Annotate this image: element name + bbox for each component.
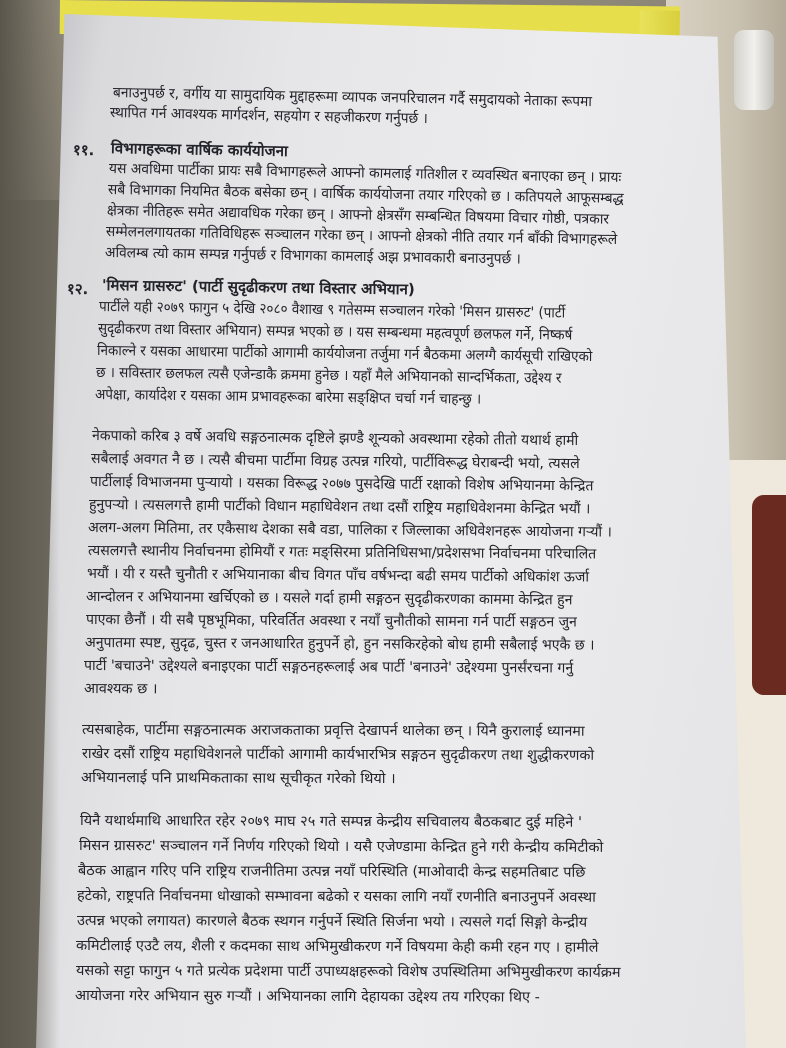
- intro-line: बनाउनुपर्छ र, वर्गीय या सामुदायिक मुद्दाहरूमा व्यापक जनपरिचालन गर्दै समुदायको नेताका रूपमा: [112, 85, 592, 111]
- para2-line: आन्दोलन र अभियानमा खर्चिएको छ । यसले गर्दा हामी सङ्गठन सुदृढीकरणका काममा केन्द्रित हुन: [85, 589, 573, 609]
- para4-line: आयोजना गरेर अभियान सुरु गऱ्यौं । अभियानका लागि देहायका उद्देश्य तय गरिएका थिए -: [74, 988, 540, 1006]
- para3-line: अभियानलाई पनि प्राथमिकताका साथ सूचीकृत गरेको थियो ।: [80, 770, 396, 788]
- para2-line: पाएका छैनौं । यी सबै पृष्ठभूमिका, परिवर्तित अवस्था र नयाँ चुनौतीको सामना गर्न पार्टी सङ्गठन जुन: [85, 612, 577, 631]
- para4-line: यिनै यथार्थमाथि आधारित रहेर २०७९ माघ २५ गते सम्पन्न केन्द्रीय सचिवालय बैठकबाट दुई महिने ': [79, 813, 582, 831]
- section-11-line: क्षेत्रका नीतिहरू समेत अद्यावधिक गरेका छन् । आफ्नो क्षेत्रसँग सम्बन्धित विषयमा विचार गोष्ठी, पत्रकार: [106, 203, 610, 228]
- section-12-heading: 'मिसन ग्रासरुट' (पार्टी सुदृढीकरण तथा विस्तार अभियान): [101, 276, 415, 299]
- para1-line: अपेक्षा, कार्यादेश र यसका आम प्रभावहरूका बारेमा सङ्क्षिप्त चर्चा गर्न चाहन्छु ।: [94, 387, 482, 408]
- section-11-line: सम्मेलनलगायतका गतिविधिहरू सञ्चालन गरेका छन् । आफ्नो क्षेत्रको नीति तयार गर्न बाँकी विभागहरूले: [105, 224, 618, 249]
- para4-line: बैठक आह्वान गरिए पनि राष्ट्रिय राजनीतिमा उत्पन्न नयाँ परिस्थिति (माओवादी केन्द्र सहमतिबाट पछि: [77, 863, 586, 881]
- section-11-heading: विभागहरूका वार्षिक कार्ययोजना: [110, 139, 289, 161]
- para1-line: निकाल्ने र यसका आधारमा पार्टीको आगामी कार्ययोजना तर्जुमा गर्न बैठकमा अलग्गै कार्यसूची राखिएको: [96, 343, 593, 366]
- para4-line: मिसन ग्रासरुट' सञ्चालन गर्ने निर्णय गरिएको थियो । यसै एजेण्डामा केन्द्रित हुने गरी केन्द्रीय कमिटीको: [78, 838, 604, 856]
- para4-line: उत्पन्न भएको लगायत) कारणले बैठक स्थगन गर्नुपर्ने स्थिति सिर्जना भयो । त्यसले गर्दा सिङ्गो केन्द्रीय: [76, 913, 588, 931]
- section-11-line: अविलम्ब त्यो काम सम्पन्न गर्नुपर्छ र विभागका कामलाई अझ प्रभावकारी बनाउनुपर्छ ।: [104, 245, 521, 268]
- para1-line: छ । सविस्तार छलफल त्यसै एजेन्डाकै क्रममा हुनेछ । यहाँ मैले अभियानको सान्दर्भिकता, उद्देश्य र: [95, 365, 562, 387]
- para2-line: अनुपातमा स्पष्ट, सुदृढ, चुस्त र जनआधारित हुनुपर्ने हो, हुन नसकिरहेको बोध हामी सबैलाई भएकै छ ।: [84, 635, 595, 654]
- para3-line: त्यसबाहेक, पार्टीमा सङ्गठनात्मक अराजकताका प्रवृत्ति देखापर्न थालेका छन् । यिनै कुरालाई ध्यानमा: [81, 722, 585, 740]
- para4-line: यसको सट्टा फागुन ५ गते प्रत्येक प्रदेशमा पार्टी उपाध्यक्षहरूको विशेष उपस्थितिमा अभिमुखीकरण कार्यक्रम: [75, 963, 621, 981]
- para2-line: पार्टीलाई विभाजनमा पुऱ्यायो । यसका विरूद्ध २०७७ पुसदेखि पार्टी रक्षाको विशेष अभियानमा केन्द्रित: [89, 474, 594, 495]
- para2-line: नेकपाको करिब ३ वर्षे अवधि सङ्गठनात्मक दृष्टिले झण्डै शून्यको अवस्थामा रहेको तीतो यथार्थ हामी: [91, 428, 579, 450]
- para2-line: सबैलाई अवगत नै छ । त्यसै बीचमा पार्टीमा विग्रह उत्पन्न गरियो, पार्टीविरूद्ध घेराबन्दी भयो, त्यसले: [90, 451, 580, 473]
- para4-line: हटेको, राष्ट्रपति निर्वाचनमा धोखाको सम्भावना बढेको र यसका लागि नयाँ रणनीति बनाउनुपर्ने अवस्था: [76, 888, 596, 906]
- para2-line: हुनुपऱ्यो । त्यसलगत्तै हामी पार्टीको विधान महाधिवेशन तथा दसौं राष्ट्रिय महाधिवेशनमा केन्द्रित भयौं ।: [88, 497, 591, 518]
- para2-line: त्यसलगत्तै स्थानीय निर्वाचनमा होमियौं र गतः मङ्सिरमा प्रतिनिधिसभा/प्रदेशसभा निर्वाचनमा परिचालित: [87, 543, 597, 563]
- para2-line: भयौं । यी र यस्तै चुनौती र अभियानाका बीच विगत पाँच वर्षभन्दा बढी समय पार्टीको अधिकांश ऊर्जा: [86, 566, 590, 586]
- section-11-line: यस अवधिमा पार्टीका प्रायः सबै विभागहरूले आफ्नो कामलाई गतिशील र व्यवस्थित बनाएका छन् । प्रायः: [108, 161, 622, 186]
- para2-line: अलग-अलग मितिमा, तर एकैसाथ देशका सबै वडा, पालिका र जिल्लाका अधिवेशनहरू आयोजना गऱ्यौं ।: [87, 520, 612, 541]
- section-11-number: ११.: [72, 140, 95, 160]
- para4-line: कमिटीलाई एउटै लय, शैली र कदमका साथ अभिमुखीकरण गर्ने विषयमा केही कमी रहन गए । हामीले: [75, 938, 599, 956]
- section-11-line: सबै विभागका नियमित बैठक बसेका छन् । वार्षिक कार्ययोजना तयार गरिएको छ । कतिपयले आफूसम्बद्ध: [107, 182, 624, 207]
- para2-line: आवश्यक छ ।: [83, 681, 158, 698]
- para2-line: पार्टी 'बचाउने' उद्देश्यले बनाइएका पार्टी सङ्गठनहरूलाई अब पार्टी 'बनाउने' उद्देश्यमा पुनर्संरचना गर्नु: [83, 658, 574, 677]
- section-12-number: १२.: [66, 279, 89, 299]
- intro-line: स्थापित गर्न आवश्यक मार्गदर्शन, सहयोग र सहजीकरण गर्नुपर्छ ।: [109, 105, 428, 128]
- para3-line: राखेर दसौं राष्ट्रिय महाधिवेशनले पार्टीको आगामी कार्यभारभित्र सङ्गठन सुदृढीकरण तथा शुद्धीकरणको: [81, 746, 595, 764]
- para1-line: पार्टीले यही २०७९ फागुन ५ देखि २०८० वैशाख ९ गतेसम्म सञ्चालन गरेको 'मिसन ग्रासरुट' (पार्टी: [98, 299, 566, 322]
- para1-line: सुदृढीकरण तथा विस्तार अभियान) सम्पन्न भएको छ । यस सम्बन्धमा महत्वपूर्ण छलफल गर्ने, निष्कर्ष: [97, 321, 573, 344]
